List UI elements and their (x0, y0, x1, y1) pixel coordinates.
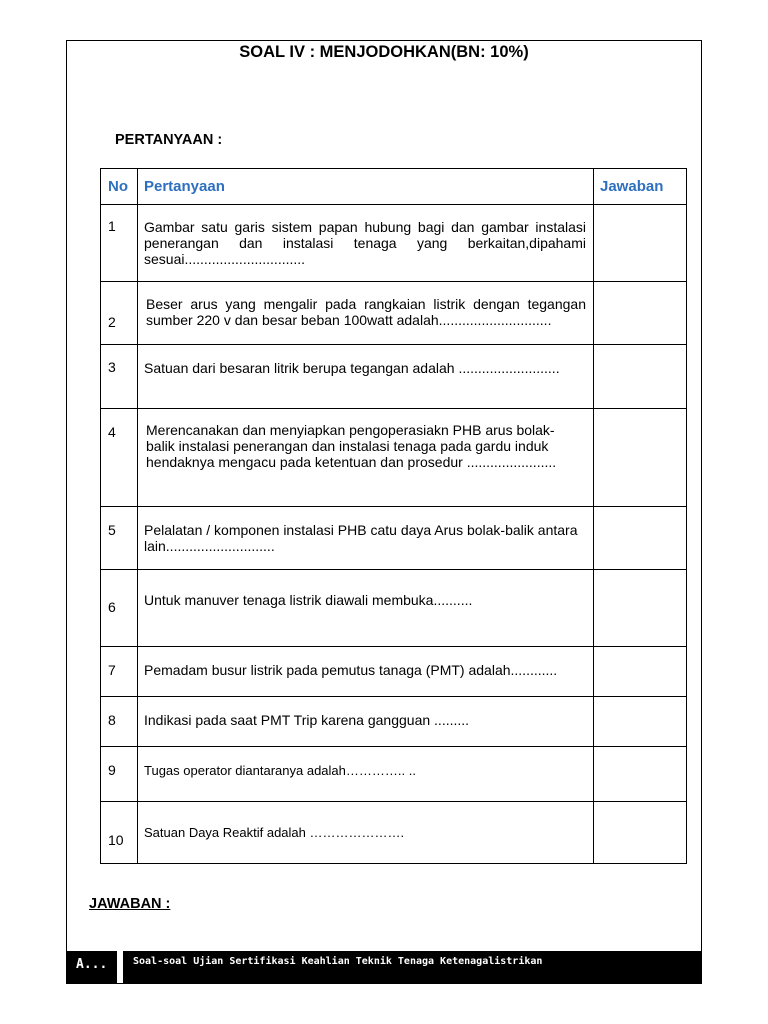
header-pertanyaan: Pertanyaan (138, 169, 594, 205)
row-number: 3 (101, 345, 138, 409)
row-number: 6 (101, 570, 138, 647)
table-row (101, 507, 687, 570)
question-text: Pelalatan / komponen instalasi PHB catu daya Arus bolak-balik antara lain............................ (138, 507, 594, 570)
table-row (101, 647, 687, 697)
question-text: Pemadam busur listrik pada pemutus tanaga (PMT) adalah............ (138, 647, 594, 697)
answer-cell[interactable] (594, 282, 687, 345)
table-row (101, 345, 687, 409)
row-number: 8 (101, 697, 138, 747)
table-row (101, 802, 687, 864)
answer-cell[interactable] (594, 647, 687, 697)
question-text: Tugas operator diantaranya adalah………….. .. (138, 747, 594, 802)
row-number: 9 (101, 747, 138, 802)
question-text: Merencanakan dan menyiapkan pengoperasiakn PHB arus bolak-balik instalasi penerangan dan instalasi tenaga pada gardu induk hendaknya mengacu pada ketentuan dan prosedur ....................... (138, 409, 594, 507)
answer-cell[interactable] (594, 205, 687, 282)
question-text: Indikasi pada saat PMT Trip karena gangguan ......... (138, 697, 594, 747)
page-title: SOAL IV : MENJODOHKAN(BN: 10%) (239, 43, 529, 61)
question-text: Untuk manuver tenaga listrik diawali membuka.......... (138, 570, 594, 647)
table-row (101, 205, 687, 282)
footer-page-label: A... (76, 957, 108, 972)
row-number: 10 (101, 802, 138, 864)
table-row (101, 697, 687, 747)
row-number: 1 (101, 205, 138, 282)
footer-divider (117, 951, 123, 983)
answer-cell[interactable] (594, 802, 687, 864)
answer-cell[interactable] (594, 345, 687, 409)
row-number: 5 (101, 507, 138, 570)
pertanyaan-label: PERTANYAAN : (115, 132, 223, 148)
row-number: 2 (101, 282, 138, 345)
question-text: Satuan dari besaran litrik berupa tegangan adalah .......................... (138, 345, 594, 409)
answer-cell[interactable] (594, 697, 687, 747)
header-jawaban: Jawaban (594, 169, 687, 205)
question-text: Beser arus yang mengalir pada rangkaian listrik dengan tegangan sumber 220 v dan besar beban 100watt adalah............................. (138, 282, 594, 345)
question-table (100, 168, 687, 864)
table-row (101, 282, 687, 345)
question-text: Satuan Daya Reaktif adalah …………………. (138, 802, 594, 864)
row-number: 7 (101, 647, 138, 697)
footer-caption: Soal-soal Ujian Sertifikasi Keahlian Teknik Tenaga Ketenagalistrikan (133, 956, 543, 967)
table-row (101, 409, 687, 507)
row-number: 4 (101, 409, 138, 507)
question-text: Gambar satu garis sistem papan hubung bagi dan gambar instalasi penerangan dan instalasi tenaga yang berkaitan,dipahami sesuai............................... (138, 205, 594, 282)
answer-cell[interactable] (594, 747, 687, 802)
table-header-row (101, 169, 687, 205)
answer-cell[interactable] (594, 409, 687, 507)
table-row (101, 747, 687, 802)
table-row (101, 570, 687, 647)
answer-cell[interactable] (594, 570, 687, 647)
header-no: No (101, 169, 138, 205)
jawaban-label: JAWABAN : (89, 896, 171, 912)
answer-cell[interactable] (594, 507, 687, 570)
